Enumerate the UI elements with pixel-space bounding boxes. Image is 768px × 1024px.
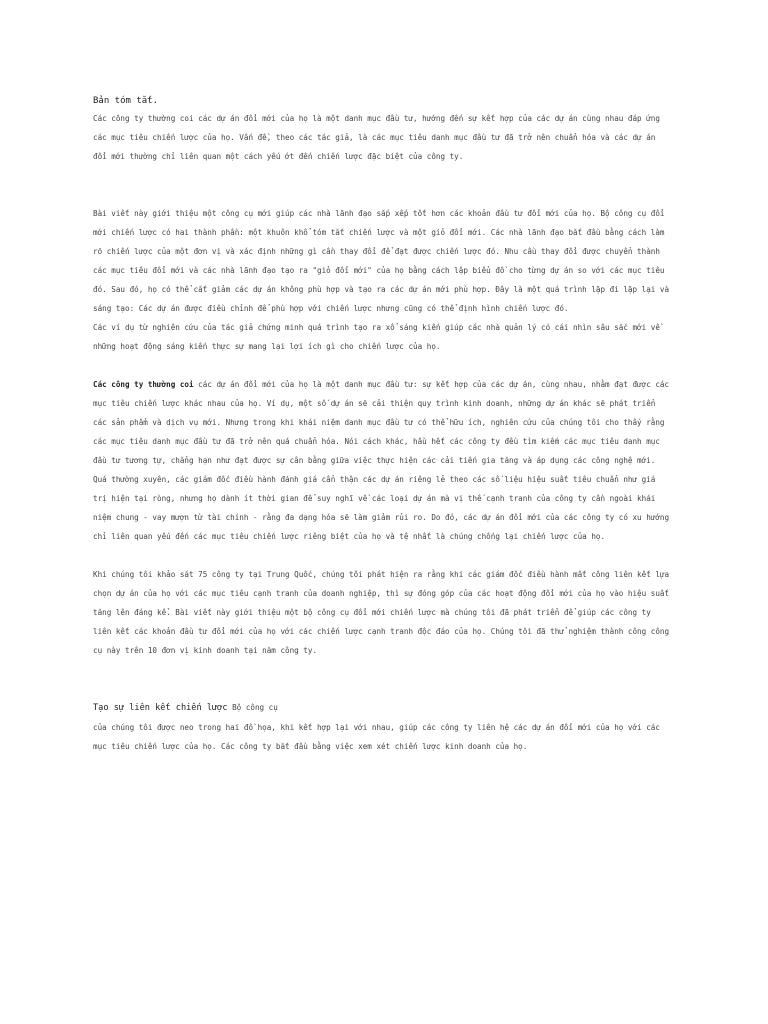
document-title: Bản tóm tắt. [93,96,159,106]
body-paragraph-2: Khi chúng tôi khảo sát 75 công ty tại Trung Quốc, chúng tôi phát hiện ra rằng khi các giám đốc điều hành mất công liên kết lựa chọn dự án của họ với các mục tiêu cạnh tranh của doanh nghiệp, thì sự đóng góp của các hoạt động đổi mới của họ vào hiệu suất tăng lên đáng kể. Bài viết này giới thiệu một bộ công cụ đổi mới chiến lược mà chúng tôi đã phát triển để giúp các công ty liên kết các khoản đầu tư đổi mới của họ với các chiến lược cạnh tranh độc đáo của họ. Chúng tôi đã thử nghiệm thành công công cụ này trên 10 đơn vị kinh doanh tại năm công ty. [93,570,670,655]
document-page [93,93,673,756]
section-heading: Tạo sự liên kết chiến lược [93,703,228,713]
body-paragraph-lead: Các công ty thường coi [93,380,194,389]
body-paragraph-rest: các dự án đổi mới của họ là một danh mục đầu tư: sự kết hợp của các dự án, cùng nhau, nhằm đạt được các mục tiêu chiến lược khác nhau của họ. Ví dụ, một số dự án sẽ cải thiện quy trình kinh doanh, những dự án khác sẽ phát triển các sản phẩm và dịch vụ mới. Nhưng trong khi khái niệm danh mục đầu tư có thể hữu ích, nghiên cứu của chúng tôi cho thấy rằng các mục tiêu danh mục đầu tư đã trở nên quá chuẩn hóa. Nói cách khác, hầu hết các công ty đều tìm kiếm các mục tiêu danh mục đầu tư tương tự, chẳng hạn như đạt được sự cân bằng giữa việc thực hiện các cải tiến gia tăng và áp dụng các công nghệ mới. Quá thường xuyên, các giám đốc điều hành đánh giá cẩn thận các dự án riêng lẻ theo các số liệu hiệu suất tiêu chuẩn như giá trị hiện tại ròng, nhưng họ dành ít thời gian để suy nghĩ về các loại dự án mà vị thế cạnh tranh của công ty cần ngoài khái niệm chung - vay mượn từ tài chính - rằng đa dạng hóa sẽ làm giảm rủi ro. Do đó, các dự án đổi mới của các công ty có xu hướng chỉ liên quan yếu đến các mục tiêu chiến lược riêng biệt của họ và tệ nhất là chúng chống lại chiến lược của họ. [93,380,670,541]
body-paragraph-1 [93,375,673,546]
section-heading-tail: Bộ công cụ [227,703,278,712]
section-heading-line [93,698,673,718]
body-paragraph-3: của chúng tôi được neo trong hai đồ họa, khi kết hợp lại với nhau, giúp các công ty liên hệ các dự án đổi mới của họ với các mục tiêu chiến lược của họ. Các công ty bắt đầu bằng việc xem xét chiến lược kinh doanh của họ. [93,723,660,751]
abstract-paragraph-3: Các ví dụ từ nghiên cứu của tác giả chứng minh quá trình tạo ra xổ sáng kiến giúp các nhà quản lý có cái nhìn sâu sắc mới về những hoạt động sáng kiến thực sự mang lại lợi ích gì cho chiến lược của họ. [93,323,660,351]
abstract-paragraph-2: Bài viết này giới thiệu một công cụ mới giúp các nhà lãnh đạo sắp xếp tốt hơn các khoản đầu tư đổi mới của họ. Bộ công cụ đổi mới chiến lược có hai thành phần: một khuôn khổ tóm tắt chiến lược và một giỏ đổi mới. Các nhà lãnh đạo bắt đầu bằng cách làm rõ chiến lược của một đơn vị và xác định những gì cần thay đổi để đạt được chiến lược đó. Nhu cầu thay đổi được chuyển thành các mục tiêu đổi mới và các nhà lãnh đạo tạo ra "giỏ đổi mới" của họ bằng cách lập biểu đồ cho từng dự án so với các mục tiêu đó. Sau đó, họ có thể cắt giảm các dự án không phù hợp và tạo ra các dự án mới phù hợp. Đây là một quá trình lặp đi lặp lại và sáng tạo: Các dự án được điều chỉnh để phù hợp với chiến lược nhưng cũng có thể định hình chiến lược đó. [93,209,670,313]
abstract-paragraph-1: Các công ty thường coi các dự án đổi mới của họ là một danh mục đầu tư, hướng đến sự kết hợp của các dự án cùng nhau đáp ứng các mục tiêu chiến lược của họ. Vấn đề, theo các tác giả, là các mục tiêu danh mục đầu tư đã trở nên chuẩn hóa và các dự án đổi mới thường chỉ liên quan một cách yếu ớt đến chiến lược đặc biệt của công ty. [93,114,660,161]
